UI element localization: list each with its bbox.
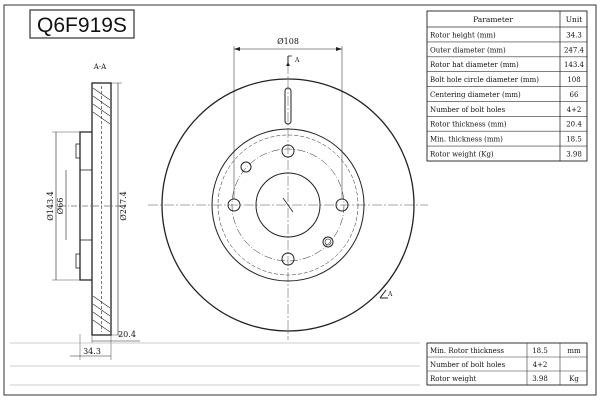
param-row-value: 18.5 xyxy=(566,135,582,144)
parameter-table xyxy=(427,11,587,161)
param-row-name: Bolt hole circle diameter (mm) xyxy=(430,76,539,85)
section-hatching xyxy=(93,88,110,332)
param-header-unit: Unit xyxy=(565,15,583,24)
param-row-value: 4+2 xyxy=(566,105,582,114)
dim-height: 34.3 xyxy=(83,347,101,356)
view-marker-bottom: A xyxy=(388,291,393,298)
param-row-name: Rotor weight (Kg) xyxy=(430,150,494,159)
param-header-parameter: Parameter xyxy=(473,15,513,24)
param-row-name: Outer diameter (mm) xyxy=(430,46,506,55)
dim-thickness: 20.4 xyxy=(118,330,136,339)
summary-row-value: 3.98 xyxy=(532,375,548,383)
view-marker-top: A xyxy=(295,57,300,64)
param-row-name: Rotor hat diameter (mm) xyxy=(430,61,519,70)
dim-hat-diameter: Ø143.4 xyxy=(46,191,55,221)
param-row-name: Rotor thickness (mm) xyxy=(430,120,507,129)
frame-corner-lines xyxy=(10,343,420,385)
param-row-name: Rotor height (mm) xyxy=(430,31,496,40)
summary-row-value: 18.5 xyxy=(532,347,548,355)
fixing-hole-lower-right xyxy=(323,237,333,247)
param-row-value: 108 xyxy=(567,76,581,85)
dim-outer-diameter: Ø247.4 xyxy=(119,191,128,221)
summary-table xyxy=(427,343,587,385)
fixing-hole-upper-left xyxy=(241,162,251,172)
summary-row-name: Number of bolt holes xyxy=(430,361,506,369)
summary-row-unit: Kg xyxy=(569,375,579,383)
drawing-code: Q6F919S xyxy=(37,14,127,37)
summary-row-unit: mm xyxy=(567,347,581,355)
param-row-value: 3.98 xyxy=(566,150,582,159)
param-row-name: Number of bolt holes xyxy=(430,105,506,114)
section-label: A-A xyxy=(93,63,107,71)
param-row-value: 66 xyxy=(569,90,579,99)
param-row-value: 20.4 xyxy=(566,120,582,129)
summary-row-name: Rotor weight xyxy=(430,375,477,383)
dim-bolt-circle: Ø108 xyxy=(277,37,299,46)
summary-row-value: 4+2 xyxy=(532,361,548,369)
title-block xyxy=(30,10,134,38)
summary-row-name: Min. Rotor thickness xyxy=(430,347,505,355)
param-row-value: 143.4 xyxy=(563,61,585,70)
dim-centering-diameter: Ø66 xyxy=(56,197,65,215)
section-arrow-bottom xyxy=(380,290,388,298)
param-row-name: Centering diameter (mm) xyxy=(430,90,521,99)
param-row-value: 247.4 xyxy=(563,46,585,55)
param-row-value: 34.3 xyxy=(566,31,582,40)
front-view xyxy=(148,46,428,340)
param-row-name: Min. thickness (mm) xyxy=(430,135,503,144)
